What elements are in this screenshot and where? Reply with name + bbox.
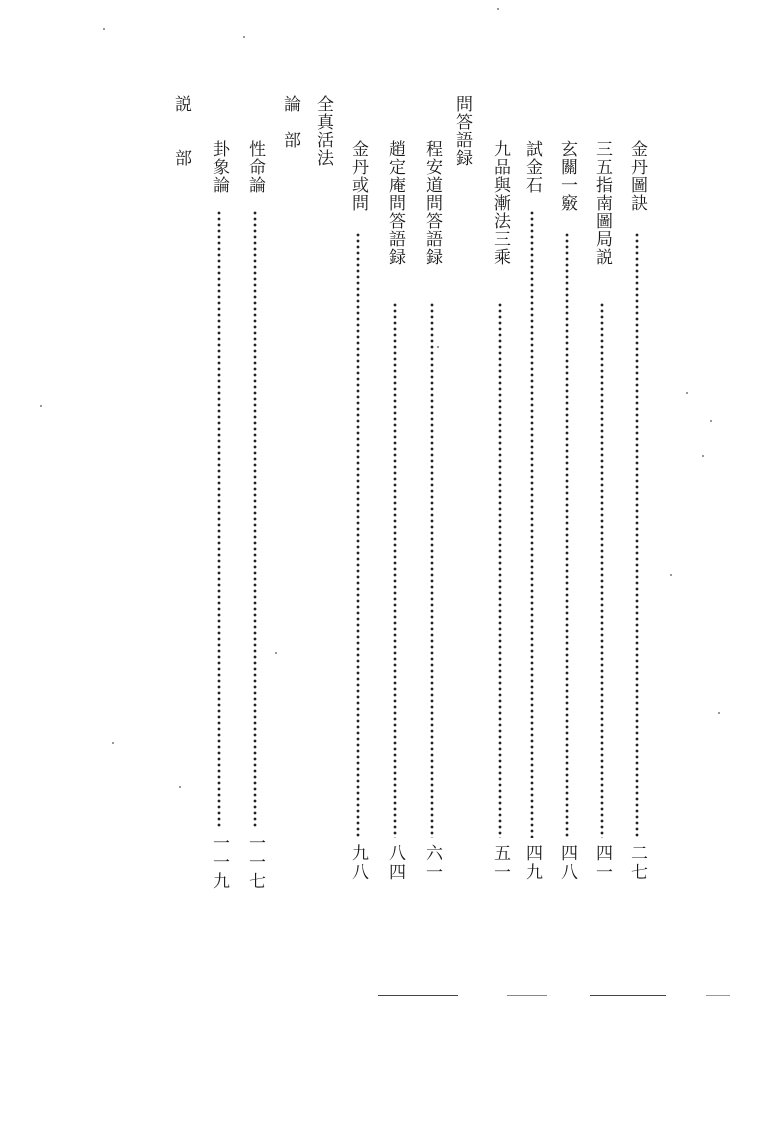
scan-rule [706, 995, 730, 996]
toc-entry-title: 程安道問答語録 [422, 140, 442, 266]
scan-speck [670, 574, 672, 576]
scan-speck [179, 786, 181, 788]
scan-speck [710, 420, 712, 422]
section-header: 説 部 [171, 95, 191, 167]
toc-entry-title: 金丹或問 [348, 140, 368, 212]
leader-dots [384, 302, 406, 838]
leader-dots [347, 232, 369, 838]
toc-entry-title: 金丹圖訣 [627, 140, 647, 212]
scan-speck [437, 346, 439, 348]
toc-entry-title: 九品與漸法三乘 [490, 140, 510, 266]
scan-rule [590, 995, 666, 996]
leader-dots [591, 302, 613, 838]
scan-speck [40, 405, 42, 407]
scan-rule [507, 995, 547, 996]
toc-entry-page: 五一 [490, 844, 510, 882]
section-header: 問答語録 [452, 95, 472, 167]
leader-dots [626, 232, 648, 838]
toc-entry-page: 一一七 [245, 834, 265, 891]
leader-dots [244, 210, 266, 828]
section-header: 論 部 [280, 95, 300, 149]
toc-entry-page: 八四 [385, 844, 405, 882]
scan-speck [686, 392, 688, 394]
leader-dots [556, 232, 578, 838]
toc-entry-title: 趙定庵問答語録 [385, 140, 405, 266]
toc-entry-page: 一一九 [209, 834, 229, 891]
toc-entry-title: 玄關一竅 [557, 140, 577, 212]
toc-entry-page: 四八 [557, 844, 577, 882]
scan-speck [497, 8, 499, 10]
leader-dots [421, 302, 443, 838]
scan-speck [112, 742, 114, 744]
toc-entry-title: 性命論 [245, 140, 265, 194]
scan-speck [718, 712, 720, 714]
toc-entry-title: 三五指南圖局説 [592, 140, 612, 266]
scan-speck [275, 652, 277, 654]
scan-speck [243, 36, 245, 38]
toc-entry-page: 六一 [422, 844, 442, 882]
leader-dots [489, 302, 511, 838]
toc-entry-page: 二七 [627, 844, 647, 882]
scan-speck [702, 455, 704, 457]
section-header: 全真活法 [313, 95, 333, 167]
toc-entry-title: 卦象論 [209, 140, 229, 194]
toc-entry-page: 九八 [348, 844, 368, 882]
leader-dots [208, 210, 230, 828]
toc-entry-page: 四一 [592, 844, 612, 882]
leader-dots [521, 210, 543, 838]
scan-speck [103, 28, 105, 30]
scan-rule [378, 995, 458, 996]
toc-entry-page: 四九 [522, 844, 542, 882]
toc-entry-title: 試金石 [522, 140, 542, 194]
